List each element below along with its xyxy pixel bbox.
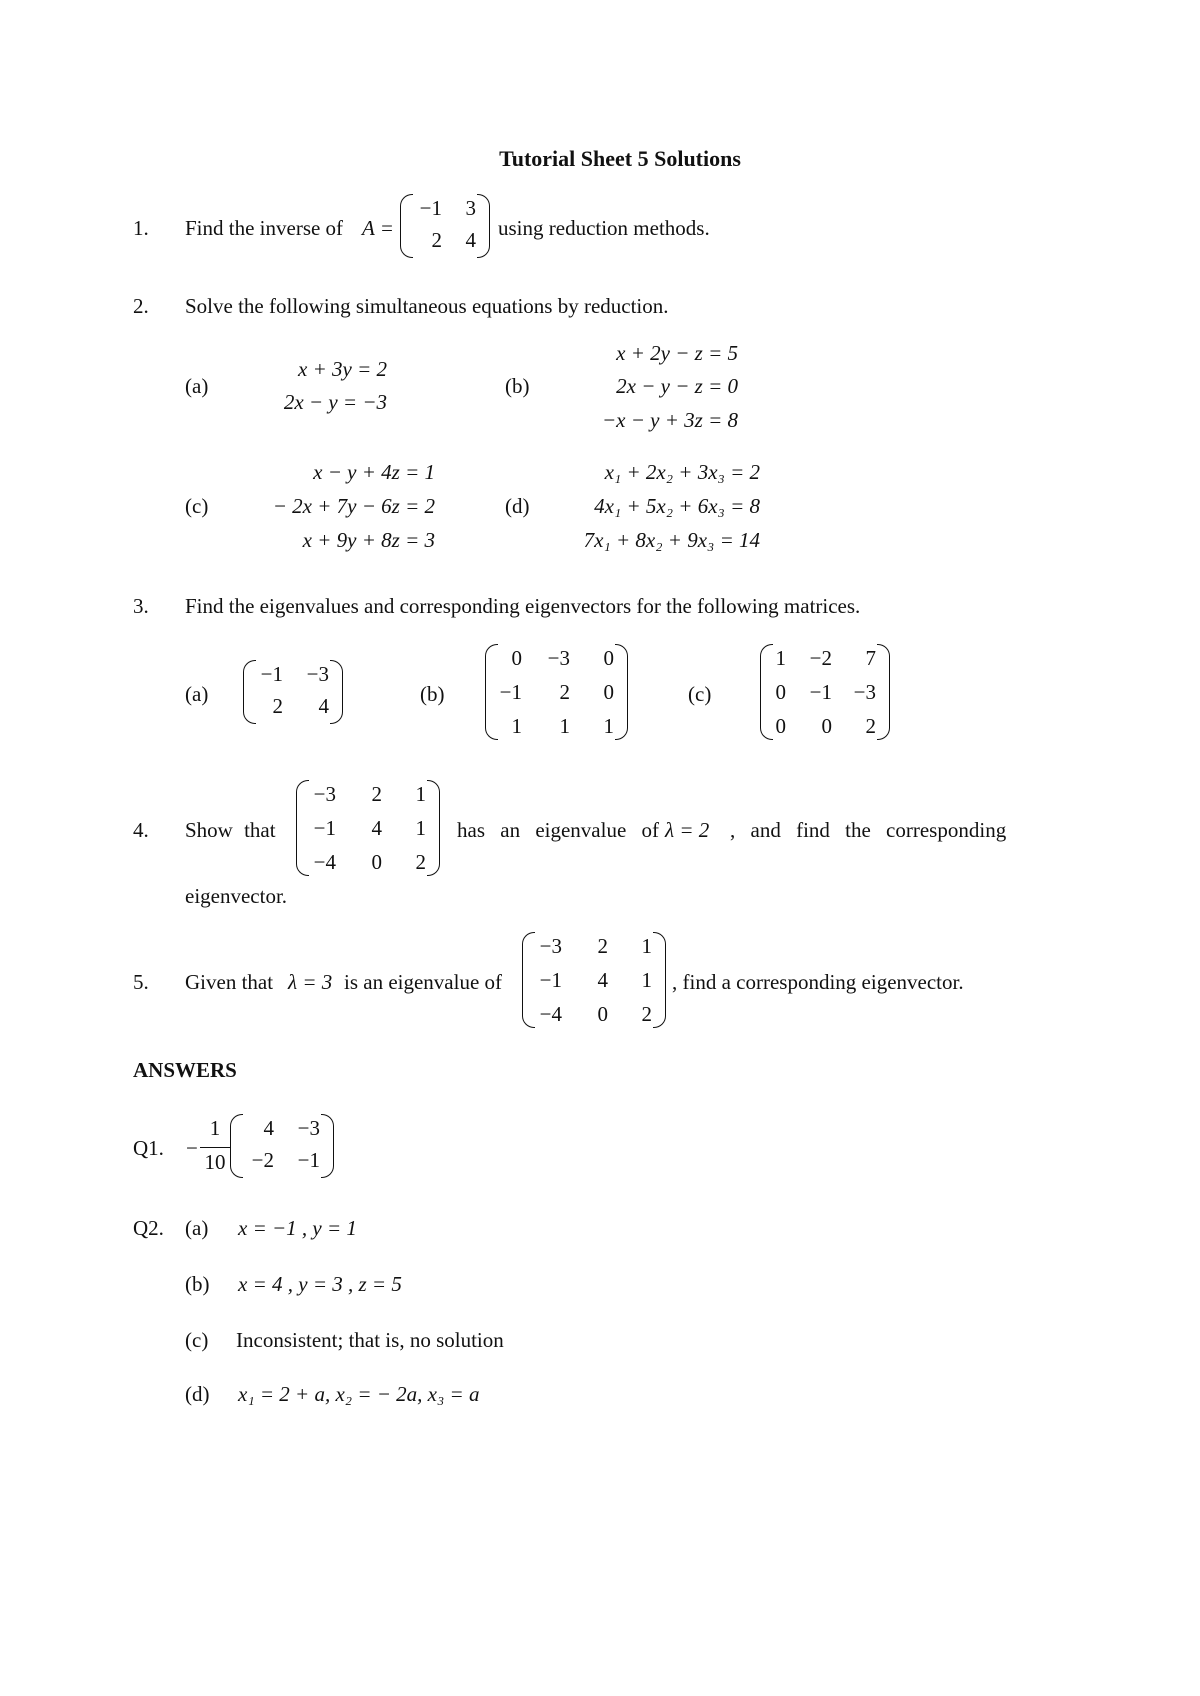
matrix-cell: 2 bbox=[431, 228, 442, 252]
q2d-eq3: 7x₁ + 8x₂ + 9x₃ = 14 bbox=[583, 528, 760, 552]
matrix-cell: −2 bbox=[251, 1148, 274, 1172]
right-paren bbox=[321, 1114, 334, 1178]
matrix-cell: 1 bbox=[775, 646, 786, 670]
q3a-matrix bbox=[243, 660, 343, 724]
q1-symbol: A = bbox=[362, 216, 394, 240]
matrix-cell: −1 bbox=[313, 816, 336, 840]
fraction-denominator: 10 bbox=[204, 1150, 226, 1174]
matrix-cell: 0 bbox=[597, 1002, 608, 1026]
q3-number: 3. bbox=[133, 594, 149, 618]
right-paren bbox=[427, 780, 440, 876]
q2c-eq1: x − y + 4z = 1 bbox=[313, 460, 435, 484]
a2a-label: (a) bbox=[185, 1216, 209, 1240]
q2b-label: (b) bbox=[505, 374, 530, 398]
a2c-text: Inconsistent; that is, no solution bbox=[236, 1328, 504, 1352]
a1-sign: − bbox=[186, 1136, 198, 1160]
q2c-eq3: x + 9y + 8z = 3 bbox=[302, 528, 435, 552]
matrix-cell: 2 bbox=[371, 782, 382, 806]
answers-heading: ANSWERS bbox=[133, 1058, 237, 1082]
left-paren bbox=[296, 780, 309, 876]
matrix-cell: 2 bbox=[415, 850, 426, 874]
matrix-cell: 0 bbox=[511, 646, 522, 670]
matrix-cell: 0 bbox=[603, 646, 614, 670]
page-title: Tutorial Sheet 5 Solutions bbox=[499, 146, 741, 171]
q2a-eq1: x + 3y = 2 bbox=[298, 357, 387, 381]
right-paren bbox=[653, 932, 666, 1028]
right-paren bbox=[877, 644, 890, 740]
matrix-cell: 4 bbox=[597, 968, 608, 992]
right-paren bbox=[615, 644, 628, 740]
q2-number: 2. bbox=[133, 294, 149, 318]
matrix-cell: −3 bbox=[306, 662, 329, 686]
a2b-label: (b) bbox=[185, 1272, 210, 1296]
q5-text-before: Given that bbox=[185, 970, 274, 994]
fraction-numerator: 1 bbox=[209, 1116, 221, 1140]
matrix-cell: −3 bbox=[547, 646, 570, 670]
matrix-cell: 0 bbox=[371, 850, 382, 874]
matrix-cell: 2 bbox=[597, 934, 608, 958]
matrix-cell: 4 bbox=[465, 228, 476, 252]
q4-text-before: Show that bbox=[185, 818, 276, 842]
matrix-cell: 0 bbox=[775, 714, 786, 738]
matrix-cell: −1 bbox=[499, 680, 522, 704]
matrix-cell: −4 bbox=[313, 850, 336, 874]
q4-lambda: λ = 2 bbox=[665, 818, 710, 842]
q2-text: Solve the following simultaneous equations by reduction. bbox=[185, 294, 669, 318]
matrix-cell: −1 bbox=[809, 680, 832, 704]
matrix-cell: 4 bbox=[263, 1116, 274, 1140]
q5-lambda: λ = 3 bbox=[288, 970, 333, 994]
q1-text-after: using reduction methods. bbox=[498, 216, 710, 240]
right-paren bbox=[477, 194, 490, 258]
q2c-eq2: − 2x + 7y − 6z = 2 bbox=[272, 494, 435, 518]
matrix-cell: −3 bbox=[539, 934, 562, 958]
q4-matrix bbox=[296, 780, 440, 876]
matrix-cell: 0 bbox=[821, 714, 832, 738]
matrix-cell: 2 bbox=[641, 1002, 652, 1026]
matrix-cell: 1 bbox=[641, 934, 652, 958]
a1-label: Q1. bbox=[133, 1136, 164, 1160]
q2a-eq2: 2x − y = −3 bbox=[283, 390, 387, 414]
matrix-cell: 1 bbox=[415, 782, 426, 806]
matrix-cell: 1 bbox=[641, 968, 652, 992]
q2b-eq2: 2x − y − z = 0 bbox=[616, 374, 738, 398]
q3a-label: (a) bbox=[185, 682, 209, 706]
matrix-cell: 2 bbox=[272, 694, 283, 718]
q1-matrix bbox=[400, 194, 490, 258]
left-paren bbox=[243, 660, 256, 724]
matrix-cell: −1 bbox=[297, 1148, 320, 1172]
a2-label: Q2. bbox=[133, 1216, 164, 1240]
matrix-cell: −4 bbox=[539, 1002, 562, 1026]
a1-matrix bbox=[230, 1114, 334, 1178]
a2c-label: (c) bbox=[185, 1328, 209, 1352]
right-paren bbox=[330, 660, 343, 724]
q4-text-continued: eigenvector. bbox=[185, 884, 288, 908]
q5-text-after: , find a corresponding eigenvector. bbox=[672, 970, 964, 994]
fraction-bar bbox=[200, 1147, 230, 1148]
left-paren bbox=[522, 932, 535, 1028]
matrix-cell: 0 bbox=[603, 680, 614, 704]
matrix-cell: 0 bbox=[775, 680, 786, 704]
q5-matrix bbox=[522, 932, 666, 1028]
a2d-label: (d) bbox=[185, 1382, 210, 1406]
a2d-text: x₁ = 2 + a, x₂ = − 2a, x₃ = a bbox=[238, 1382, 480, 1406]
q4-text-after: has an eigenvalue of bbox=[457, 818, 660, 842]
a2a-text: x = −1 , y = 1 bbox=[238, 1216, 357, 1240]
matrix-cell: −3 bbox=[853, 680, 876, 704]
q3b-label: (b) bbox=[420, 682, 445, 706]
q4-text-tail: , and find the corresponding bbox=[730, 818, 1007, 842]
matrix-cell: −1 bbox=[419, 196, 442, 220]
matrix-cell: 7 bbox=[865, 646, 876, 670]
q2c-label: (c) bbox=[185, 494, 209, 518]
a1-fraction bbox=[200, 1114, 230, 1178]
q5-number: 5. bbox=[133, 970, 149, 994]
matrix-cell: −2 bbox=[809, 646, 832, 670]
q3-text: Find the eigenvalues and corresponding eigenvectors for the following matrices. bbox=[185, 594, 861, 618]
q5-text-middle: is an eigenvalue of bbox=[344, 970, 503, 994]
q2b-eq1: x + 2y − z = 5 bbox=[616, 341, 738, 365]
q3c-label: (c) bbox=[688, 682, 712, 706]
matrix-cell: −1 bbox=[260, 662, 283, 686]
q3c-matrix bbox=[760, 644, 890, 740]
matrix-cell: 1 bbox=[415, 816, 426, 840]
a2b-text: x = 4 , y = 3 , z = 5 bbox=[238, 1272, 402, 1296]
matrix-cell: 3 bbox=[465, 196, 476, 220]
matrix-cell: −3 bbox=[313, 782, 336, 806]
matrix-cell: 1 bbox=[559, 714, 570, 738]
left-paren bbox=[400, 194, 413, 258]
q3b-matrix bbox=[485, 644, 628, 740]
q2d-eq1: x₁ + 2x₂ + 3x₃ = 2 bbox=[604, 460, 760, 484]
matrix-cell: 2 bbox=[559, 680, 570, 704]
left-paren bbox=[485, 644, 498, 740]
q1-text-before: Find the inverse of bbox=[185, 216, 344, 240]
q2b-eq3: −x − y + 3z = 8 bbox=[602, 408, 738, 432]
q2d-label: (d) bbox=[505, 494, 530, 518]
matrix-cell: 1 bbox=[511, 714, 522, 738]
matrix-cell: 2 bbox=[865, 714, 876, 738]
q1-number: 1. bbox=[133, 216, 149, 240]
matrix-cell: 4 bbox=[371, 816, 382, 840]
matrix-cell: 1 bbox=[603, 714, 614, 738]
matrix-cell: −1 bbox=[539, 968, 562, 992]
left-paren bbox=[760, 644, 773, 740]
matrix-cell: −3 bbox=[297, 1116, 320, 1140]
matrix-cell: 4 bbox=[318, 694, 329, 718]
left-paren bbox=[230, 1114, 243, 1178]
q4-number: 4. bbox=[133, 818, 149, 842]
q2d-eq2: 4x₁ + 5x₂ + 6x₃ = 8 bbox=[594, 494, 760, 518]
q2a-label: (a) bbox=[185, 374, 209, 398]
